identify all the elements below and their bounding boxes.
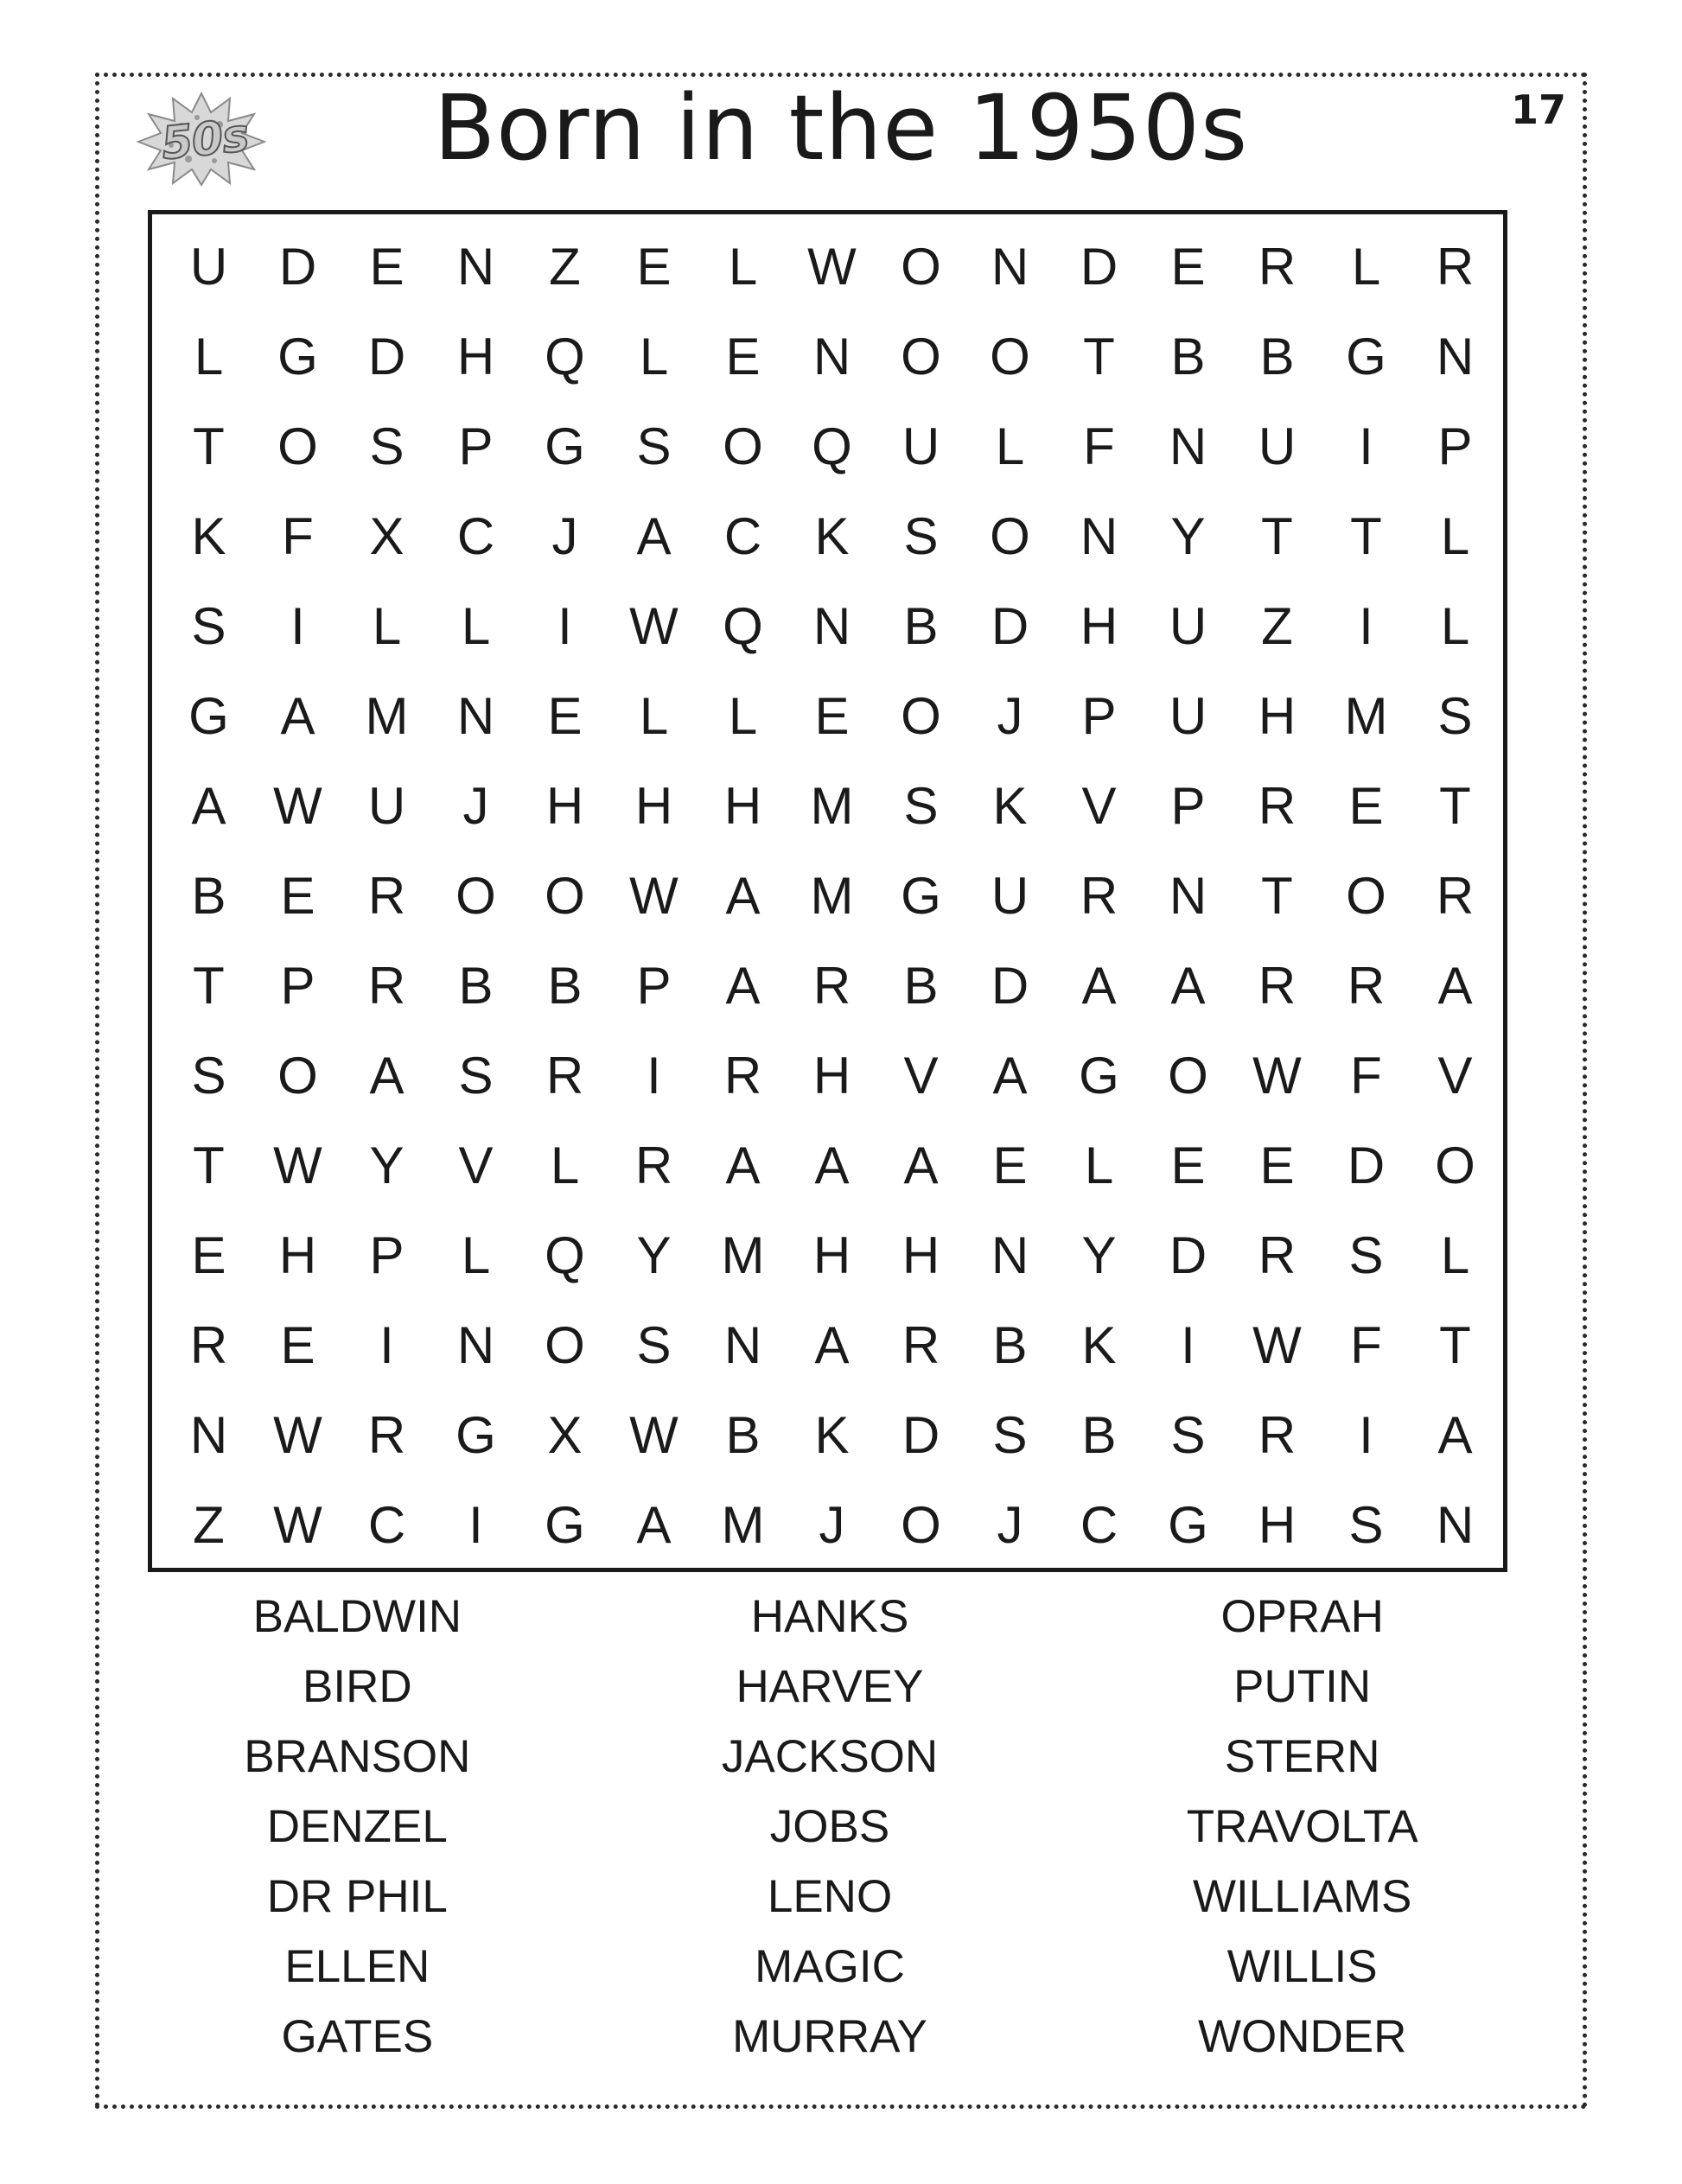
grid-letter: H (1258, 686, 1297, 745)
word-list-item: JACKSON (721, 1731, 939, 1782)
grid-letter: R (367, 1405, 406, 1464)
grid-letter: H (1258, 1495, 1297, 1554)
grid-letter: U (902, 417, 940, 475)
grid-letter: U (1169, 686, 1207, 745)
grid-letter: G (1168, 1495, 1208, 1554)
word-list-item: OPRAH (1220, 1591, 1384, 1642)
grid-letter: D (991, 596, 1029, 655)
grid-letter: A (992, 1046, 1028, 1105)
grid-letter: N (1169, 866, 1207, 925)
grid-letter: R (1080, 866, 1118, 925)
grid-letter: E (191, 1226, 226, 1284)
grid-letter: R (1436, 237, 1475, 296)
grid-letter: O (990, 506, 1030, 565)
grid-letter: R (1258, 237, 1297, 296)
grid-letter: I (1359, 1405, 1373, 1464)
grid-letter: K (191, 506, 226, 565)
grid-letter: M (721, 1495, 765, 1554)
grid-letter: Z (1261, 596, 1293, 655)
grid-letter: G (901, 866, 941, 925)
grid-letter: R (1258, 1405, 1297, 1464)
grid-letter: Q (812, 417, 852, 475)
word-column (121, 1582, 594, 2074)
grid-letter: N (991, 237, 1029, 296)
grid-letter: E (814, 686, 850, 745)
grid-letter: D (367, 327, 406, 385)
grid-letter: A (725, 866, 761, 925)
grid-letter: O (277, 417, 318, 475)
grid-letter: O (545, 1315, 585, 1374)
grid-letter: P (280, 956, 315, 1015)
grid-letter: A (1437, 1405, 1473, 1464)
word-list-item: WILLIS (1226, 1941, 1378, 1992)
grid-letter: I (379, 1315, 394, 1374)
grid-letter: E (636, 237, 672, 296)
word-list-item: WILLIAMS (1193, 1871, 1412, 1922)
word-search-grid (164, 221, 1500, 1570)
grid-letter: G (545, 417, 585, 475)
grid-letter: W (273, 1495, 322, 1554)
grid-letter: P (636, 956, 672, 1015)
grid-letter: S (369, 417, 405, 475)
word-column (594, 1582, 1067, 2074)
grid-letter: E (280, 866, 315, 925)
word-list-item: GATES (281, 2011, 434, 2062)
grid-letter: I (1359, 417, 1373, 475)
grid-letter: L (461, 1226, 491, 1284)
grid-letter: U (1258, 417, 1297, 475)
grid-letter: R (1258, 956, 1297, 1015)
grid-letter: W (273, 1136, 322, 1194)
word-list-item: WONDER (1197, 2011, 1407, 2062)
grid-letter: R (1258, 776, 1297, 835)
grid-letter: E (1170, 1136, 1206, 1194)
grid-letter: R (367, 956, 406, 1015)
grid-letter: K (814, 1405, 850, 1464)
grid-letter: H (812, 1226, 851, 1284)
grid-letter: E (1170, 237, 1206, 296)
word-list-item: STERN (1224, 1731, 1380, 1782)
grid-letter: D (991, 956, 1029, 1015)
page-title: Born in the 1950s (433, 75, 1249, 181)
grid-letter: P (369, 1226, 405, 1284)
word-list-item: HARVEY (736, 1661, 924, 1712)
grid-letter: O (1168, 1046, 1208, 1105)
grid-letter: O (901, 237, 941, 296)
word-list-item: PUTIN (1233, 1661, 1372, 1712)
grid-letter: B (1259, 327, 1295, 385)
grid-letter: T (193, 1136, 225, 1194)
word-list-item: MAGIC (755, 1941, 905, 1992)
grid-letter: B (992, 1315, 1028, 1374)
grid-letter: T (193, 417, 225, 475)
grid-letter: A (1170, 956, 1206, 1015)
grid-letter: H (723, 776, 762, 835)
word-list-item: BRANSON (244, 1731, 471, 1782)
grid-letter: U (991, 866, 1029, 925)
grid-letter: N (456, 1315, 495, 1374)
grid-letter: B (903, 596, 939, 655)
word-list-item: JOBS (769, 1801, 890, 1852)
grid-letter: D (902, 1405, 940, 1464)
word-list-item: TRAVOLTA (1186, 1801, 1418, 1852)
grid-letter: H (902, 1226, 940, 1284)
grid-letter: H (634, 776, 673, 835)
grid-letter: D (1080, 237, 1118, 296)
grid-letter: E (1259, 1136, 1295, 1194)
grid-letter: E (280, 1315, 315, 1374)
grid-letter: F (282, 506, 314, 565)
grid-letter: X (547, 1405, 583, 1464)
grid-letter: W (629, 1405, 679, 1464)
grid-letter: I (1181, 1315, 1195, 1374)
grid-letter: O (990, 327, 1030, 385)
grid-letter: L (1440, 596, 1470, 655)
grid-letter: S (1170, 1405, 1206, 1464)
grid-letter: B (547, 956, 583, 1015)
grid-letter: R (812, 956, 851, 1015)
grid-letter: W (273, 776, 322, 835)
grid-letter: F (1350, 1046, 1382, 1105)
grid-letter: G (545, 1495, 585, 1554)
grid-letter: H (1080, 596, 1118, 655)
grid-letter: D (278, 237, 317, 296)
grid-letter: A (636, 506, 672, 565)
word-list-item: HANKS (750, 1591, 909, 1642)
word-column (1066, 1582, 1539, 2074)
grid-letter: F (1083, 417, 1115, 475)
grid-letter: K (992, 776, 1028, 835)
grid-letter: L (372, 596, 402, 655)
grid-letter: Y (636, 1226, 672, 1284)
grid-letter: B (903, 956, 939, 1015)
grid-letter: Z (549, 237, 581, 296)
grid-letter: O (901, 1495, 941, 1554)
grid-letter: W (807, 237, 857, 296)
grid-letter: V (458, 1136, 494, 1194)
grid-letter: L (1351, 237, 1381, 296)
grid-letter: J (997, 686, 1023, 745)
grid-letter: R (1258, 1226, 1297, 1284)
grid-letter: S (636, 1315, 672, 1374)
grid-letter: W (629, 596, 679, 655)
grid-letter: B (1170, 327, 1206, 385)
grid-letter: T (1439, 1315, 1471, 1374)
grid-letter: O (901, 327, 941, 385)
grid-letter: P (1170, 776, 1206, 835)
grid-letter: N (812, 327, 851, 385)
word-list-item: MURRAY (732, 2011, 927, 2062)
grid-letter: I (1359, 596, 1373, 655)
grid-letter: N (189, 1405, 228, 1464)
grid-letter: E (547, 686, 583, 745)
grid-letter: M (810, 776, 854, 835)
grid-letter: B (1081, 1405, 1117, 1464)
grid-letter: G (456, 1405, 496, 1464)
grid-letter: A (191, 776, 226, 835)
grid-letter: F (1350, 1315, 1382, 1374)
grid-letter: S (903, 506, 939, 565)
grid-letter: S (636, 417, 672, 475)
grid-letter: L (1084, 1136, 1114, 1194)
grid-letter: L (1440, 1226, 1470, 1284)
grid-letter: A (369, 1046, 405, 1105)
grid-letter: L (1440, 506, 1470, 565)
grid-letter: H (812, 1046, 851, 1105)
grid-letter: G (1346, 327, 1386, 385)
grid-letter: Y (1170, 506, 1206, 565)
grid-letter: J (551, 506, 578, 565)
grid-letter: P (458, 417, 494, 475)
grid-letter: O (545, 866, 585, 925)
grid-letter: N (456, 237, 495, 296)
word-list-item: DENZEL (266, 1801, 448, 1852)
grid-letter: O (277, 1046, 318, 1105)
grid-letter: L (194, 327, 224, 385)
grid-letter: E (369, 237, 405, 296)
grid-letter: T (1083, 327, 1115, 385)
grid-letter: L (728, 237, 758, 296)
grid-letter: Y (1081, 1226, 1117, 1284)
grid-letter: G (188, 686, 229, 745)
grid-letter: N (812, 596, 851, 655)
grid-letter: R (634, 1136, 673, 1194)
grid-letter: R (1347, 956, 1386, 1015)
grid-letter: W (1252, 1315, 1302, 1374)
grid-letter: R (189, 1315, 228, 1374)
grid-letter: R (545, 1046, 584, 1105)
grid-letter: A (1081, 956, 1117, 1015)
grid-letter: V (903, 1046, 939, 1105)
grid-letter: C (367, 1495, 406, 1554)
word-search-grid-box (148, 210, 1507, 1572)
grid-letter: X (369, 506, 405, 565)
grid-letter: M (721, 1226, 765, 1284)
grid-letter: S (992, 1405, 1028, 1464)
grid-letter: D (1347, 1136, 1386, 1194)
grid-letter: S (1348, 1495, 1384, 1554)
grid-letter: M (1344, 686, 1388, 745)
grid-letter: I (557, 596, 572, 655)
grid-letter: B (725, 1405, 761, 1464)
grid-letter: W (1252, 1046, 1302, 1105)
grid-letter: C (456, 506, 495, 565)
grid-letter: S (458, 1046, 494, 1105)
grid-letter: M (810, 866, 854, 925)
grid-letter: L (639, 327, 669, 385)
grid-letter: N (1080, 506, 1118, 565)
grid-letter: S (1437, 686, 1473, 745)
grid-letter: C (1080, 1495, 1118, 1554)
grid-letter: R (367, 866, 406, 925)
grid-letter: K (1081, 1315, 1117, 1374)
grid-letter: C (723, 506, 762, 565)
grid-letter: N (1436, 1495, 1475, 1554)
grid-letter: Q (545, 1226, 585, 1284)
grid-letter: G (277, 327, 318, 385)
grid-letter: J (819, 1495, 845, 1554)
badge-label: 50s (158, 109, 252, 171)
grid-letter: B (191, 866, 226, 925)
grid-letter: Q (723, 596, 763, 655)
grid-letter: T (1261, 506, 1293, 565)
grid-letter: N (991, 1226, 1029, 1284)
word-list-item: BIRD (303, 1661, 412, 1712)
grid-letter: A (903, 1136, 939, 1194)
word-list-item: BALDWIN (252, 1591, 462, 1642)
grid-letter: A (725, 956, 761, 1015)
grid-letter: L (995, 417, 1025, 475)
page-number: 17 (1510, 86, 1566, 133)
grid-letter: A (280, 686, 315, 745)
grid-letter: V (1437, 1046, 1473, 1105)
grid-letter: L (550, 1136, 580, 1194)
grid-letter: V (1081, 776, 1117, 835)
grid-letter: S (1348, 1226, 1384, 1284)
grid-letter: H (545, 776, 584, 835)
grid-letter: R (1436, 866, 1475, 925)
grid-letter: Z (193, 1495, 225, 1554)
grid-letter: P (1081, 686, 1117, 745)
grid-letter: P (1437, 417, 1473, 475)
grid-letter: Y (369, 1136, 405, 1194)
grid-letter: O (1435, 1136, 1475, 1194)
grid-letter: W (273, 1405, 322, 1464)
grid-letter: I (290, 596, 305, 655)
grid-letter: A (725, 1136, 761, 1194)
grid-letter: A (636, 1495, 672, 1554)
grid-letter: Q (545, 327, 585, 385)
grid-letter: K (814, 506, 850, 565)
grid-letter: H (278, 1226, 317, 1284)
word-list (121, 1582, 1539, 2074)
grid-letter: T (1261, 866, 1293, 925)
grid-letter: L (639, 686, 669, 745)
grid-letter: S (903, 776, 939, 835)
grid-letter: W (629, 866, 679, 925)
grid-letter: O (901, 686, 941, 745)
grid-letter: U (367, 776, 406, 835)
grid-letter: H (456, 327, 495, 385)
grid-letter: A (814, 1136, 850, 1194)
grid-letter: T (193, 956, 225, 1015)
grid-letter: L (728, 686, 758, 745)
grid-letter: E (725, 327, 761, 385)
word-list-item: DR PHIL (266, 1871, 448, 1922)
grid-letter: E (992, 1136, 1028, 1194)
grid-letter: R (723, 1046, 762, 1105)
grid-letter: T (1439, 776, 1471, 835)
grid-letter: M (365, 686, 409, 745)
grid-letter: N (1436, 327, 1475, 385)
grid-letter: E (1348, 776, 1384, 835)
grid-letter: O (723, 417, 763, 475)
grid-letter: L (461, 596, 491, 655)
grid-letter: N (456, 686, 495, 745)
grid-letter: D (1169, 1226, 1207, 1284)
grid-letter: U (1169, 596, 1207, 655)
grid-letter: B (458, 956, 494, 1015)
grid-letter: I (468, 1495, 483, 1554)
grid-letter: S (191, 596, 226, 655)
grid-letter: U (189, 237, 228, 296)
grid-letter: T (1350, 506, 1382, 565)
grid-letter: S (191, 1046, 226, 1105)
word-list-item: LENO (767, 1871, 893, 1922)
grid-letter: J (997, 1495, 1023, 1554)
grid-letter: J (462, 776, 489, 835)
grid-letter: O (1346, 866, 1386, 925)
grid-letter: N (723, 1315, 762, 1374)
grid-letter: O (456, 866, 496, 925)
grid-letter: R (902, 1315, 940, 1374)
grid-letter: A (814, 1315, 850, 1374)
grid-letter: G (1079, 1046, 1119, 1105)
grid-letter: N (1169, 417, 1207, 475)
grid-letter: A (1437, 956, 1473, 1015)
word-list-item: ELLEN (284, 1941, 430, 1992)
grid-letter: I (647, 1046, 661, 1105)
